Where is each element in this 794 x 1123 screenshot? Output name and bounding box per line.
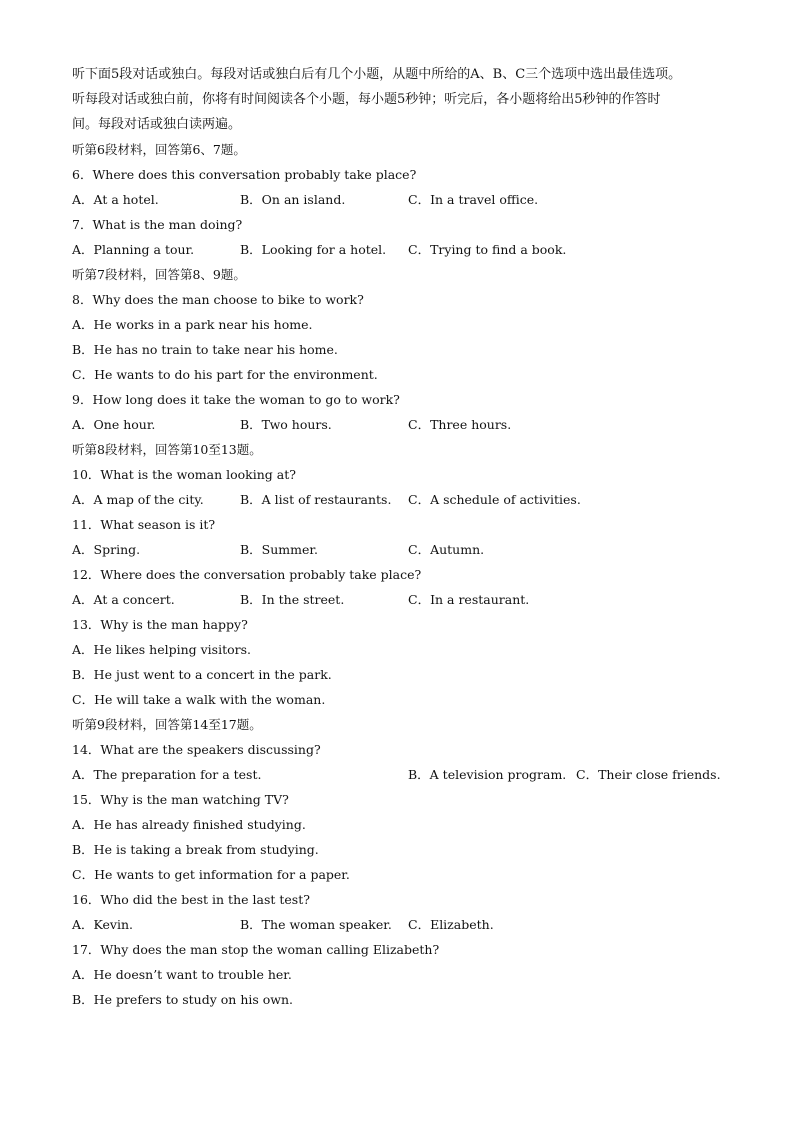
- question-stem: 15．Why is the man watching TV?: [72, 792, 289, 807]
- section-header: 听第7段材料，回答第8、9题。: [72, 267, 246, 282]
- question-stem: 9．How long does it take the woman to go to work?: [72, 392, 400, 407]
- option-a: A．Kevin.: [72, 917, 134, 932]
- option-a: A．A map of the city.: [72, 492, 204, 507]
- option-a: A．At a hotel.: [72, 192, 159, 207]
- option-a: A．Planning a tour.: [72, 242, 195, 257]
- section-header: 听第9段材料，回答第14至17题。: [72, 717, 262, 732]
- option-a: A．Spring.: [72, 542, 141, 557]
- options-row: [72, 537, 752, 562]
- option-a: A．He doesn’t want to trouble her.: [72, 967, 292, 982]
- option-b: B．He is taking a break from studying.: [72, 842, 319, 857]
- question-stem: 14．What are the speakers discussing?: [72, 742, 321, 757]
- option-a: A．At a concert.: [72, 592, 175, 607]
- option-c: C．A schedule of activities.: [408, 492, 581, 507]
- option-b: B．In the street.: [240, 592, 345, 607]
- question-stem: 8．Why does the man choose to bike to work?: [72, 292, 364, 307]
- section-header: 听第6段材料，回答第6、7题。: [72, 142, 246, 157]
- option-c: C．He will take a walk with the woman.: [72, 692, 326, 707]
- option-a: A．He works in a park near his home.: [72, 317, 313, 332]
- option-c: C．In a travel office.: [408, 192, 539, 207]
- option-a: A．One hour.: [72, 417, 156, 432]
- question-stem: 16．Who did the best in the last test?: [72, 892, 310, 907]
- option-a: A．The preparation for a test.: [72, 767, 262, 782]
- option-b: B．Summer.: [240, 542, 318, 557]
- question-stem: 13．Why is the man happy?: [72, 617, 248, 632]
- options-row: [72, 487, 752, 512]
- instructions-line-1: 听下面5段对话或独白。每段对话或独白后有几个小题，从题中所给的A、B、C三个选项中选出最佳选项。: [72, 67, 682, 82]
- option-b: B．He prefers to study on his own.: [72, 992, 294, 1007]
- question-stem: 17．Why does the man stop the woman calling Elizabeth?: [72, 942, 440, 957]
- question-stem: 12．Where does the conversation probably take place?: [72, 567, 422, 582]
- option-c: C．He wants to get information for a paper.: [72, 867, 350, 882]
- option-a: A．He has already finished studying.: [72, 817, 306, 832]
- question-stem: 11．What season is it?: [72, 517, 216, 532]
- option-b: B．He just went to a concert in the park.: [72, 667, 332, 682]
- question-stem: 6．Where does this conversation probably take place?: [72, 167, 417, 182]
- options-row: [72, 187, 752, 212]
- option-b: B．A list of restaurants.: [240, 492, 392, 507]
- section-header: 听第8段材料，回答第10至13题。: [72, 442, 262, 457]
- option-b: B．On an island.: [240, 192, 346, 207]
- option-b: B．The woman speaker.: [240, 917, 392, 932]
- exam-page: [72, 62, 752, 1012]
- options-row: [72, 912, 752, 937]
- option-c: C．Trying to find a book.: [408, 242, 567, 257]
- option-b: B．Looking for a hotel.: [240, 242, 387, 257]
- question-stem: 7．What is the man doing?: [72, 217, 243, 232]
- instructions-line-3: 间。每段对话或独白读两遍。: [72, 117, 242, 132]
- options-row: [72, 412, 752, 437]
- option-b: B．He has no train to take near his home.: [72, 342, 338, 357]
- options-row: [72, 762, 752, 787]
- options-row: [72, 237, 752, 262]
- option-b: B．Two hours.: [240, 417, 332, 432]
- option-c: C．In a restaurant.: [408, 592, 530, 607]
- options-row: [72, 587, 752, 612]
- option-c: C．Elizabeth.: [408, 917, 494, 932]
- option-b: B．A television program.: [408, 767, 567, 782]
- option-a: A．He likes helping visitors.: [72, 642, 252, 657]
- instructions-line-2: 听每段对话或独白前，你将有时间阅读各个小题，每小题5秒钟；听完后，各小题将给出5秒钟的作答时: [72, 92, 661, 107]
- option-c: C．Three hours.: [408, 417, 512, 432]
- option-c: C．Their close friends.: [576, 767, 721, 782]
- option-c: C．He wants to do his part for the environment.: [72, 367, 378, 382]
- option-c: C．Autumn.: [408, 542, 485, 557]
- question-stem: 10．What is the woman looking at?: [72, 467, 296, 482]
